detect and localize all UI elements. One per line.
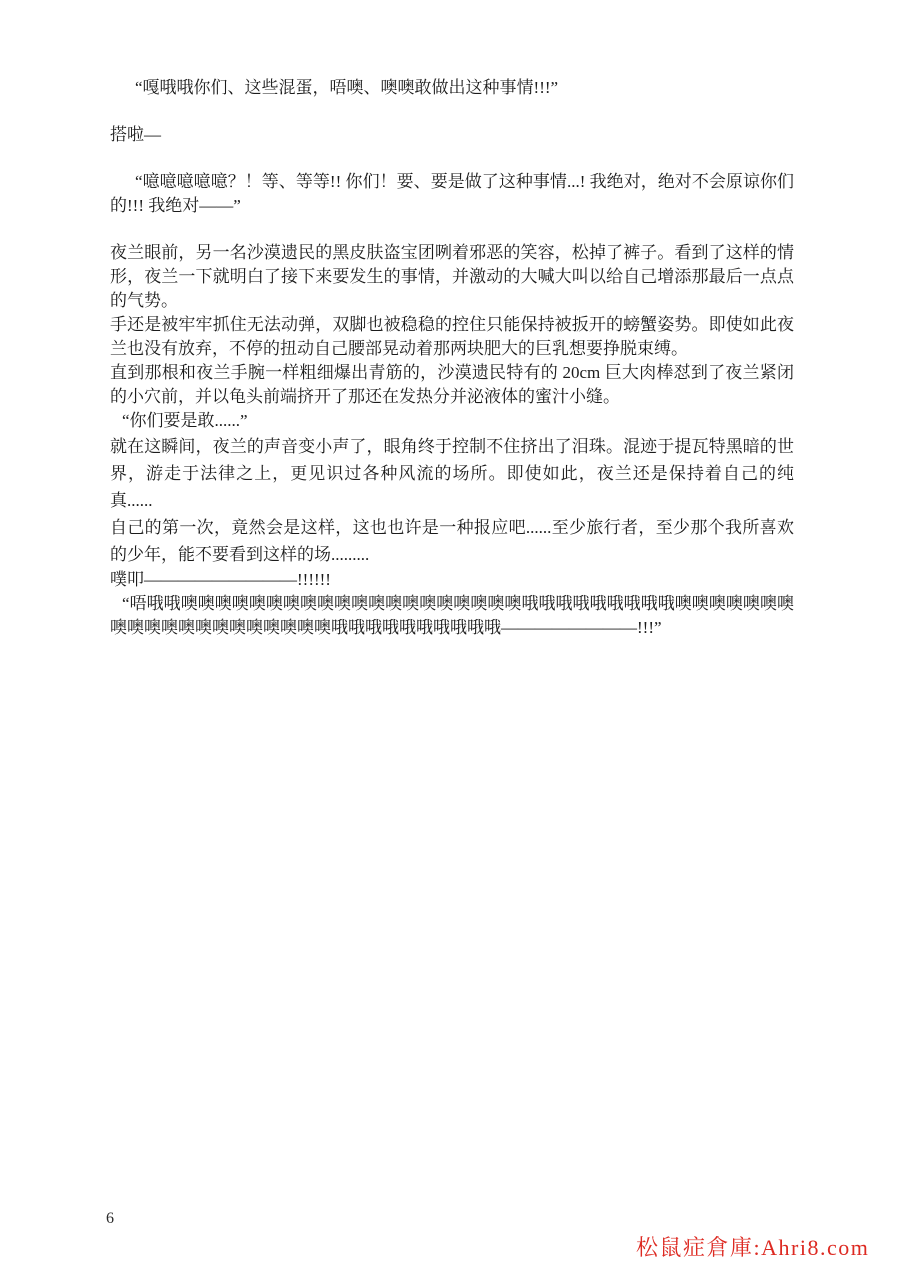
paragraph: 搭啦— — [110, 125, 161, 144]
paragraph: 就在这瞬间，夜兰的声音变小声了，眼角终于控制不住挤出了泪珠。混迹于提瓦特黑暗的世界，游走于法律之上，更见识过各种风流的场所。即使如此，夜兰还是保持着自己的纯真...... — [110, 437, 794, 510]
paragraph: 手还是被牢牢抓住无法动弹，双脚也被稳稳的控住只能保持被扳开的螃蟹姿势。即使如此夜兰也没有放弃，不停的扭动自己腰部晃动着那两块肥大的巨乳想要挣脱束缚。 — [110, 315, 794, 358]
page-number: 6 — [106, 1210, 114, 1227]
paragraph: 自己的第一次，竟然会是这样，这也也许是一种报应吧......至少旅行者，至少那个我所喜欢的少年，能不要看到这样的场......... — [110, 518, 794, 564]
paragraph: 直到那根和夜兰手腕一样粗细爆出青筋的，沙漠遗民特有的 20cm 巨大肉棒怼到了夜兰紧闭的小穴前，并以龟头前端挤开了那还在发热分并泌液体的蜜汁小缝。 — [110, 363, 794, 406]
paragraph: “嘎哦哦你们、这些混蛋，唔噢、噢噢敢做出这种事情!!!” — [135, 78, 559, 97]
paragraph: 噗叩—————————!!!!!! — [110, 570, 331, 589]
paragraph: 夜兰眼前，另一名沙漠遗民的黑皮肤盗宝团咧着邪恶的笑容，松掉了裤子。看到了这样的情形，夜兰一下就明白了接下来要发生的事情，并激动的大喊大叫以给自己增添那最后一点点的气势。 — [110, 243, 794, 310]
site-watermark: 松鼠症倉庫:Ahri8.com — [636, 1235, 870, 1260]
paragraph: “唔哦哦噢噢噢噢噢噢噢噢噢噢噢噢噢噢噢噢噢噢噢噢哦哦哦哦哦哦哦哦哦噢噢噢噢噢噢噢噢噢噢噢噢噢噢噢噢噢噢噢噢哦哦哦哦哦哦哦哦哦哦————————!!!” — [110, 594, 794, 637]
page-content — [110, 76, 794, 640]
paragraph: “噫噫噫噫噫？！等、等等!! 你们！要、要是做了这种事情...! 我绝对，绝对不会原谅你们的!!! 我绝对——” — [110, 172, 794, 215]
paragraph: “你们要是敢......” — [122, 411, 248, 430]
